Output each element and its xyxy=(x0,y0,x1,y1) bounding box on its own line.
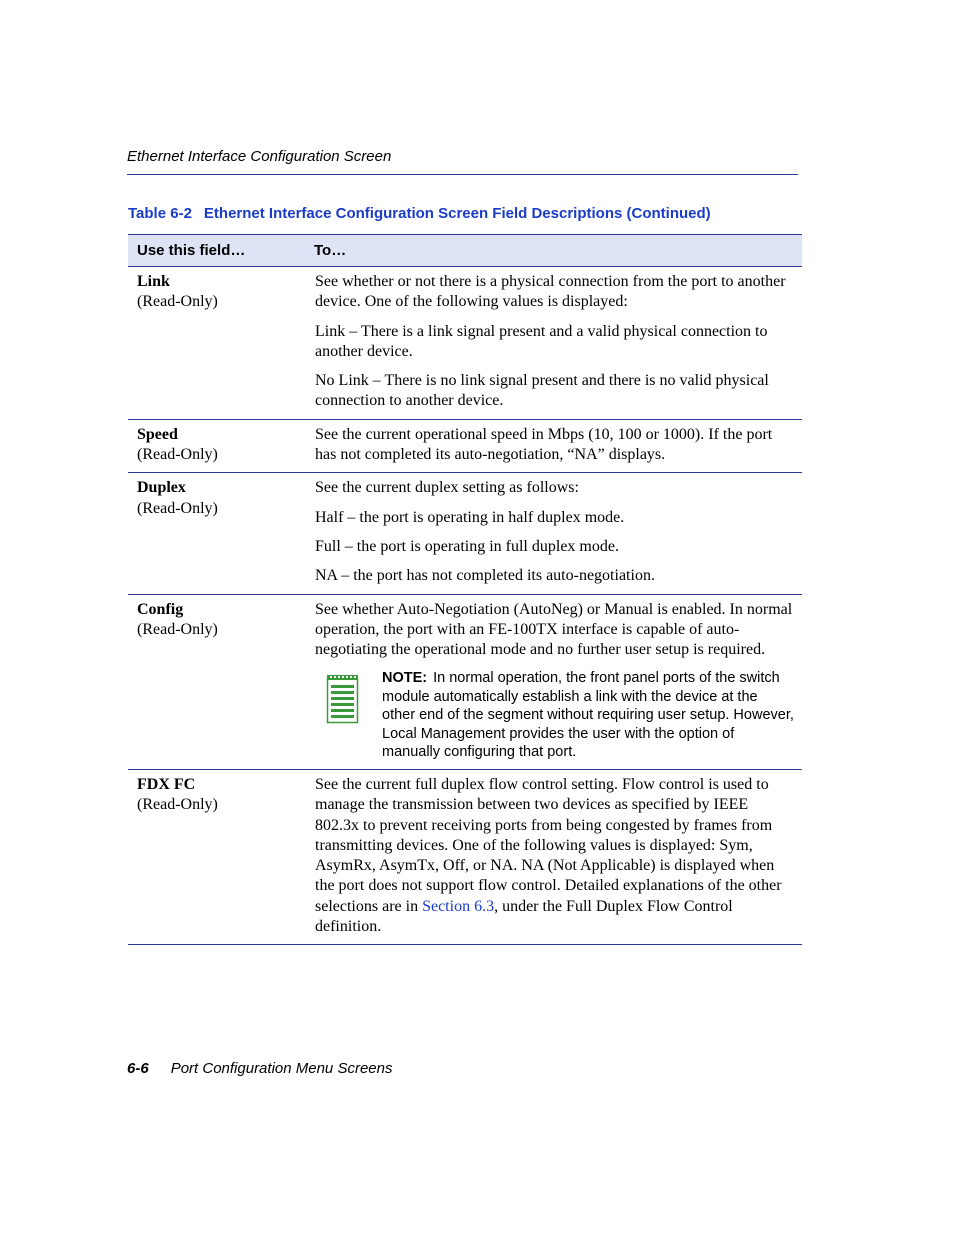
description-paragraph xyxy=(315,775,794,937)
field-cell xyxy=(128,473,306,594)
note-box xyxy=(315,669,794,762)
page-footer xyxy=(127,1060,392,1077)
field-cell xyxy=(128,769,306,944)
field-access: (Read-Only) xyxy=(137,796,218,814)
description-paragraph: See the current duplex setting as follows: xyxy=(315,479,579,497)
table-row xyxy=(128,769,802,944)
notepad-icon xyxy=(315,669,382,762)
column-header-field: Use this field… xyxy=(128,235,306,267)
field-cell xyxy=(128,594,306,769)
table-header-row xyxy=(128,235,802,267)
field-name: Link xyxy=(137,273,170,290)
description-paragraph: See the current operational speed in Mbps (10, 100 or 1000). If the port has not completed its auto-negotiation, “NA” displays. xyxy=(315,425,773,464)
description-cell xyxy=(306,594,802,769)
field-access: (Read-Only) xyxy=(137,293,218,311)
description-paragraph: Half – the port is operating in half duplex mode. xyxy=(315,508,625,526)
note-body: In normal operation, the front panel ports of the switch module automatically establish a link with the device at the other end of the segment without requiring user setup. However, Local Management provides the user with the option of manually configuring that port. xyxy=(382,670,794,761)
footer-section-title: Port Configuration Menu Screens xyxy=(170,1060,393,1077)
field-cell xyxy=(128,419,306,473)
table-row xyxy=(128,419,802,473)
table-row xyxy=(128,267,802,420)
table-row xyxy=(128,594,802,769)
table-title: Ethernet Interface Configuration Screen Field Descriptions (Continued) xyxy=(203,205,711,222)
description-cell xyxy=(306,267,802,420)
field-name: FDX FC xyxy=(137,775,196,793)
description-paragraph: Full – the port is operating in full duplex mode. xyxy=(315,537,619,555)
field-cell xyxy=(128,267,306,420)
header-rule xyxy=(127,174,798,175)
description-cell xyxy=(306,419,802,473)
description-paragraph: No Link – There is no link signal present and there is no valid physical connection to another device. xyxy=(315,372,769,410)
description-paragraph: NA – the port has not completed its auto-negotiation. xyxy=(315,567,655,585)
running-header: Ethernet Interface Configuration Screen xyxy=(127,148,392,165)
field-access: (Read-Only) xyxy=(137,620,218,638)
description-text: See the current full duplex flow control setting. Flow control is used to manage the transmission between two devices as specified by IEEE 802.3x to prevent receiving ports from being congested by frames from transmitting devices. One of the following values is displayed: Sym, AsymRx, AsymTx, Off, or NA. NA (Not Applicable) is displayed when the port does not support flow control. Detailed explanations of the other selections are in xyxy=(315,775,782,915)
table-number: Table 6-2 xyxy=(128,205,192,222)
field-name: Duplex xyxy=(137,479,186,497)
description-paragraph: See whether Auto-Negotiation (AutoNeg) or Manual is enabled. In normal operation, the port with an FE-100TX interface is capable of auto-negotiating the operational mode and no further user setup is required. xyxy=(315,600,793,659)
field-name: Config xyxy=(137,600,184,618)
description-paragraph: See whether or not there is a physical connection from the port to another device. One of the following values is displayed: xyxy=(315,273,786,311)
page-number: 6-6 xyxy=(127,1060,149,1077)
field-name: Speed xyxy=(137,425,178,443)
description-cell xyxy=(306,473,802,594)
note-text xyxy=(382,669,794,762)
column-header-to: To… xyxy=(306,235,802,267)
description-cell xyxy=(306,769,802,944)
field-access: (Read-Only) xyxy=(137,499,218,517)
section-link[interactable]: Section 6.3 xyxy=(422,897,495,915)
table-caption xyxy=(128,205,711,222)
description-text: , under the Full Duplex Flow Control definition. xyxy=(315,897,733,936)
description-paragraph: Link – There is a link signal present and a valid physical connection to another device. xyxy=(315,322,768,360)
field-access: (Read-Only) xyxy=(137,446,218,464)
table-row xyxy=(128,473,802,594)
field-descriptions-table xyxy=(128,234,802,945)
note-label: NOTE: xyxy=(382,670,428,687)
